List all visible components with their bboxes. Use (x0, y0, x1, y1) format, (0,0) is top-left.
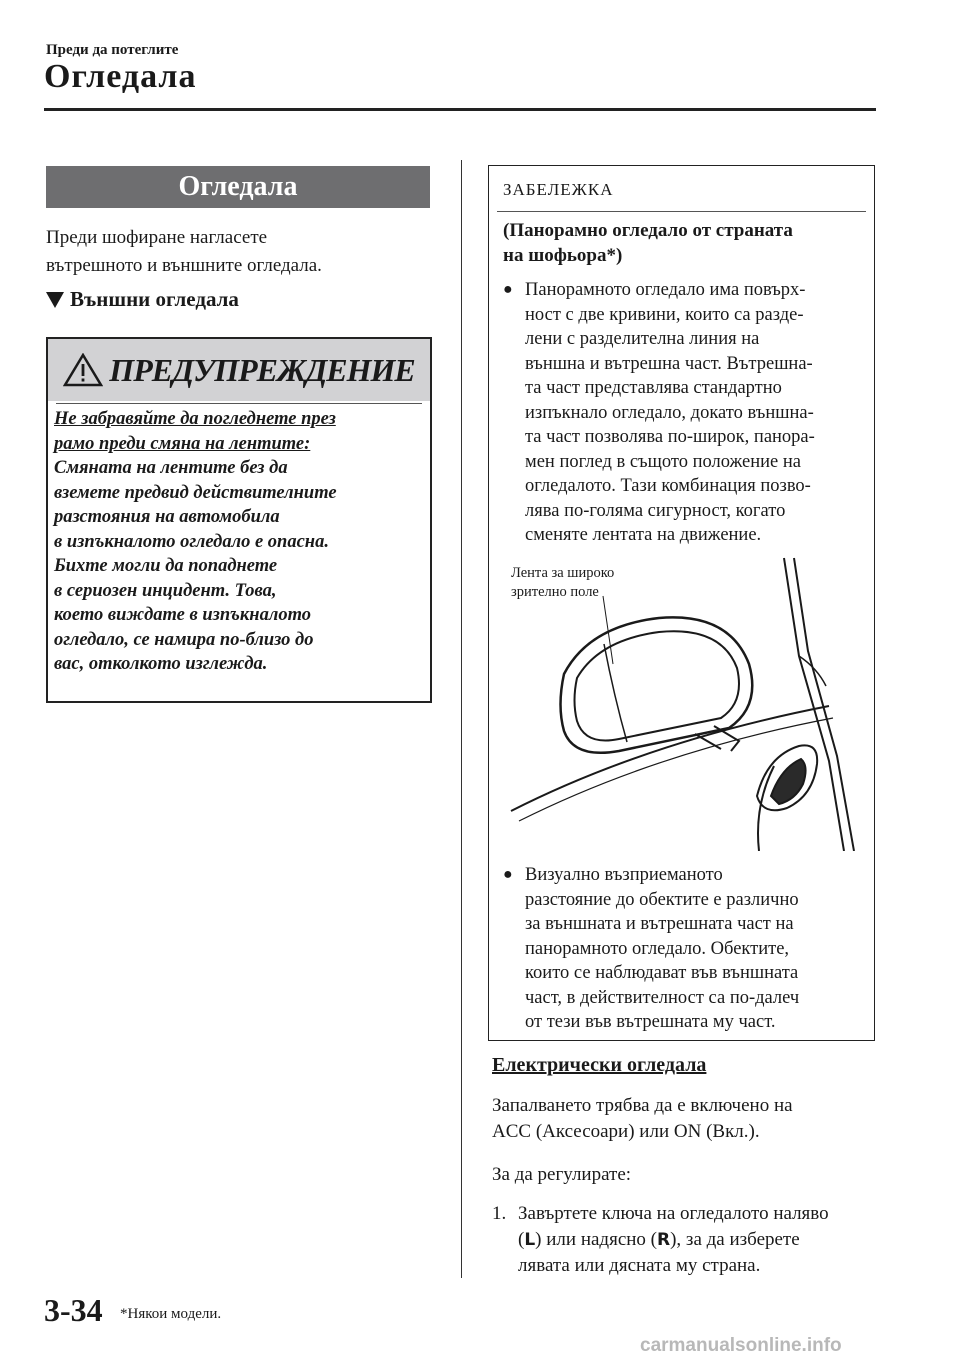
chapter-label: Преди да потеглите (46, 42, 179, 58)
intro-paragraph: Преди шофиране нагласете вътрешното и външните огледала. (46, 227, 322, 276)
ignition-paragraph: Запалването трябва да е включено на ACC (Аксесоари) или ON (Вкл.). (492, 1095, 793, 1142)
warning-label: ПРЕДУПРЕЖДЕНИЕ (109, 351, 415, 388)
bullet-dot-icon: ● (503, 866, 513, 883)
warning-box (46, 337, 432, 703)
key-right-glyph: R (657, 1230, 671, 1250)
sub-heading (46, 287, 239, 312)
note-bullet-2 (503, 863, 865, 1035)
warning-band (48, 339, 430, 401)
note-bullet-1 (503, 278, 865, 548)
figure-label: Лента за широко зрително поле (511, 565, 615, 600)
electric-mirrors-heading: Електрически огледала (492, 1054, 707, 1076)
step-text: Завъртете ключа на огледалото наляво (L) или надясно (R), за да изберете лявата или дясната му страна. (518, 1203, 829, 1276)
key-left-glyph: L (524, 1230, 536, 1250)
note-subheading: (Панорамно огледало от страната на шофьора*) (503, 220, 793, 266)
step-1 (492, 1201, 882, 1279)
warning-separator (56, 403, 422, 404)
warning-body: Смяната на лентите без да вземете предвид действителните разстояния на автомобила в изпъкналото огледало е опасна. Бихте могли да попаднете в сериозен инцидент. Това, което виждате в изпъкналото огледало, се намира по-близо до вас, отколкото изглежда. (54, 458, 337, 674)
note-bullet-2-text: Визуално възприеманото разстояние до обектите е различно за външната и вътрешната част на панорамното огледало. Обектите, които се наблюдават във външната част, в действителност са по-далеч от тези във вътрешната му част. (525, 865, 800, 1032)
note-box (488, 165, 875, 1041)
note-separator (497, 211, 866, 212)
warning-triangle-icon (63, 353, 103, 387)
warning-headline: Не забравяйте да погледнете през рамо преди смяна на лентите: (54, 409, 336, 454)
page-title: Огледала (44, 58, 197, 95)
column-divider (461, 160, 462, 1278)
note-title: ЗАБЕЛЕЖКА (503, 180, 614, 199)
page-number: 3-34 (44, 1292, 103, 1328)
triangle-bullet-icon (46, 292, 64, 308)
footnote: *Някои модели. (120, 1306, 222, 1322)
adjust-intro: За да регулирате: (492, 1164, 632, 1185)
section-banner: Огледала (46, 166, 430, 208)
title-rule (44, 108, 876, 111)
watermark-text: carmanualsonline.info (640, 1335, 842, 1356)
step-number: 1. (492, 1203, 507, 1224)
bullet-dot-icon: ● (503, 281, 513, 298)
note-bullet-1-text: Панорамното огледало има повърх- ност с две кривини, които са разде- лени с разделителна линия на външна и вътрешна част. Вътрешна- та част представлява стандартно изпъкнало огледало, докато външна- та част позволява по-широк, панора- мен поглед в същото положение на огледалото. Тази комбинация позво- лява по-голяма сигурност, когато сменяте лентата на движение. (525, 280, 815, 545)
sub-heading-text: Външни огледала (70, 287, 239, 311)
